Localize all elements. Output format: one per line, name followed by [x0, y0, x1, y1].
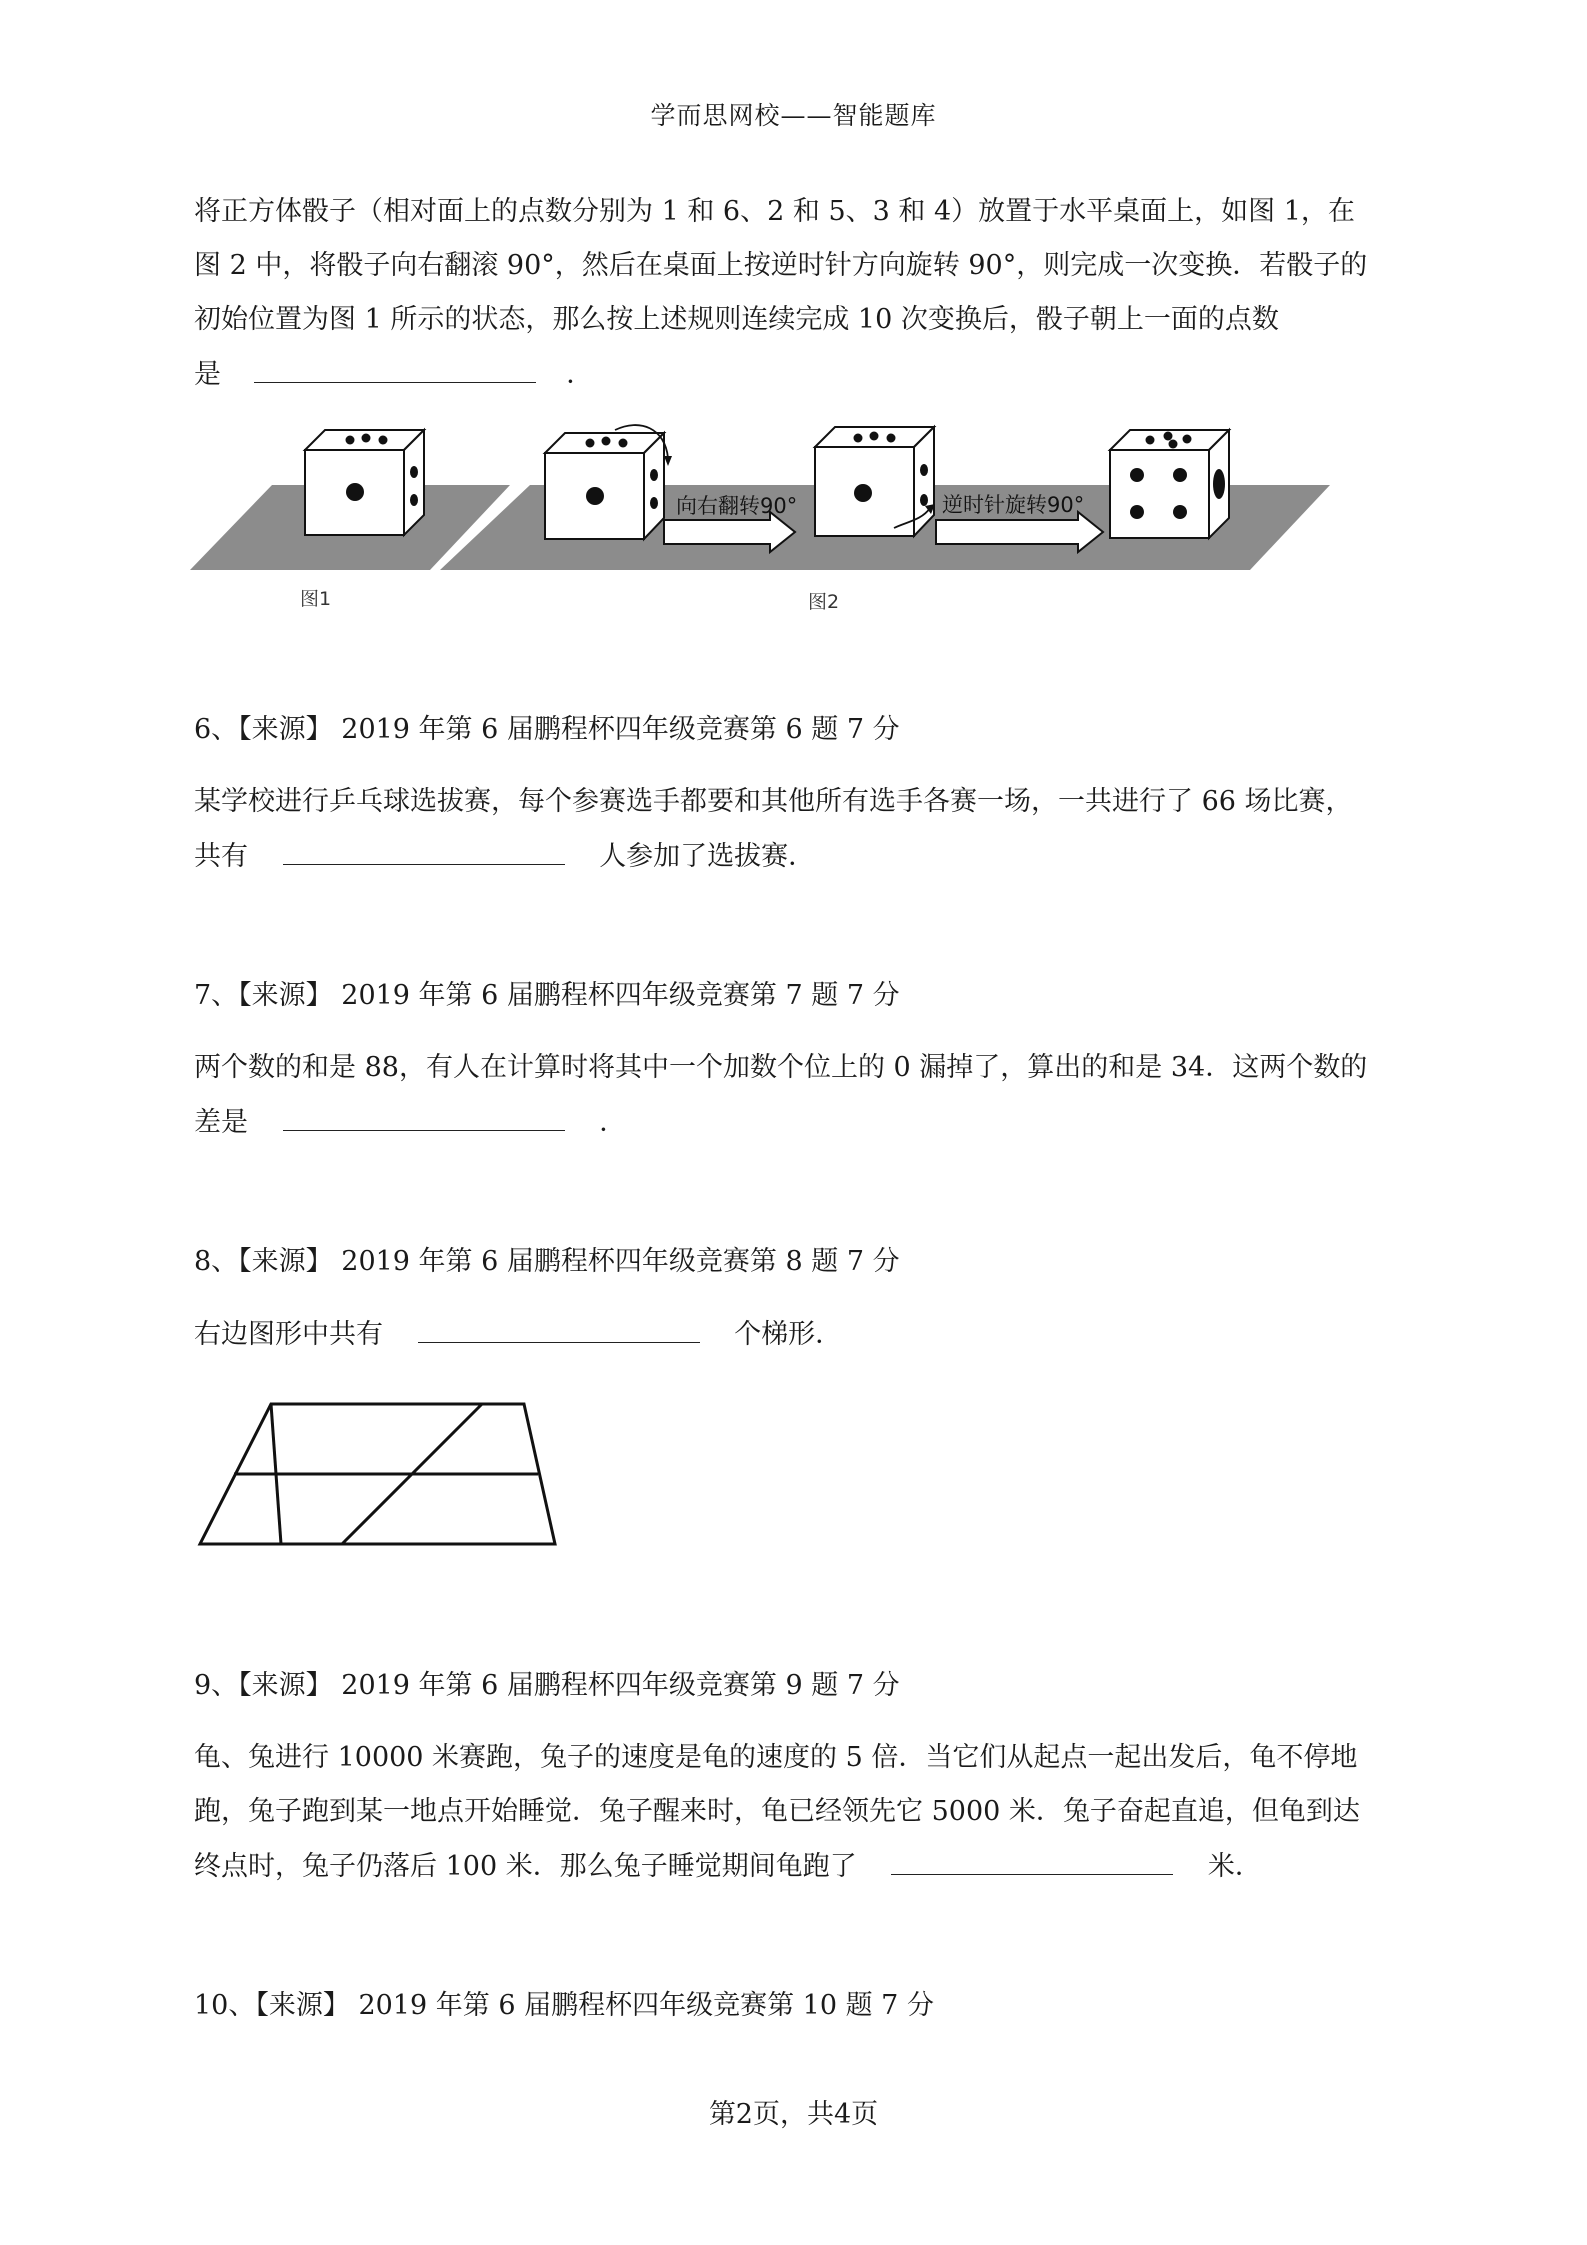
- q5-line-2: 图 2 中，将骰子向右翻滚 90°，然后在桌面上按逆时针方向旋转 90°，则完成一次变换．若骰子的: [194, 250, 1368, 281]
- die-fig2-end: [1110, 430, 1229, 538]
- q6-answer-line: [194, 836, 815, 877]
- q7-line-1: 两个数的和是 88，有人在计算时将其中一个加数个位上的 0 漏掉了，算出的和是 34．这两个数的: [194, 1052, 1368, 1083]
- q5-line-1: 将正方体骰子（相对面上的点数分别为 1 和 6、2 和 5、3 和 4）放置于水平桌面上，如图 1，在: [194, 196, 1355, 227]
- arrow2-label: 逆时针旋转90°: [942, 493, 1085, 517]
- q9-answer-line: [194, 1846, 1262, 1887]
- q8-answer-suffix: 个梯形．: [734, 1319, 843, 1350]
- dice-figure: [190, 420, 1340, 620]
- arrow1-label: 向右翻转90°: [676, 494, 798, 518]
- q6-answer-blank[interactable]: [283, 836, 565, 865]
- q7-answer-suffix: ．: [599, 1107, 627, 1138]
- fig2-label: 图2: [808, 591, 840, 613]
- q6-answer-prefix: 共有: [194, 841, 248, 872]
- q10-source: 10、【来源】 2019 年第 6 届鹏程杯四年级竞赛第 10 题 7 分: [194, 1990, 934, 2021]
- q6-source: 6、【来源】 2019 年第 6 届鹏程杯四年级竞赛第 6 题 7 分: [194, 714, 900, 745]
- q8-answer-blank[interactable]: [418, 1314, 700, 1343]
- q7-answer-prefix: 差是: [194, 1107, 248, 1138]
- fig1-label: 图1: [300, 588, 332, 610]
- q7-source: 7、【来源】 2019 年第 6 届鹏程杯四年级竞赛第 7 题 7 分: [194, 980, 900, 1011]
- q9-line-2: 跑，兔子跑到某一地点开始睡觉．兔子醒来时，龟已经领先它 5000 米．兔子奋起直追，但龟到达: [194, 1796, 1360, 1827]
- die-fig2-middle: [815, 427, 935, 536]
- q5-answer-prefix: 是: [194, 359, 221, 390]
- q5-line-3: 初始位置为图 1 所示的状态，那么按上述规则连续完成 10 次变换后，骰子朝上一面的点数: [194, 304, 1279, 335]
- die-fig2-start: [545, 425, 672, 539]
- page-header: 学而思网校——智能题库: [650, 101, 937, 130]
- q8-answer-line: [194, 1314, 842, 1355]
- q5-answer-suffix: ．: [566, 359, 594, 390]
- trapezoid-figure: [190, 1392, 570, 1552]
- q6-line-1: 某学校进行乒乓球选拔赛，每个参赛选手都要和其他所有选手各赛一场，一共进行了 66 场比赛，: [194, 786, 1353, 817]
- q8-answer-prefix: 右边图形中共有: [194, 1319, 383, 1350]
- q7-answer-blank[interactable]: [283, 1102, 565, 1131]
- q5-answer-line: [194, 354, 593, 395]
- q6-answer-suffix: 人参加了选拔赛．: [599, 841, 816, 872]
- q9-answer-prefix: 终点时，兔子仍落后 100 米．那么兔子睡觉期间龟跑了: [194, 1851, 857, 1882]
- q9-line-1: 龟、兔进行 10000 米赛跑，兔子的速度是龟的速度的 5 倍．当它们从起点一起出发后，龟不停地: [194, 1742, 1358, 1773]
- q9-answer-blank[interactable]: [891, 1846, 1173, 1875]
- die-fig1: [305, 430, 424, 535]
- q9-answer-suffix: 米．: [1207, 1851, 1262, 1882]
- q5-answer-blank[interactable]: [254, 354, 536, 383]
- q8-source: 8、【来源】 2019 年第 6 届鹏程杯四年级竞赛第 8 题 7 分: [194, 1246, 900, 1277]
- q9-source: 9、【来源】 2019 年第 6 届鹏程杯四年级竞赛第 9 题 7 分: [194, 1670, 900, 1701]
- q7-answer-line: [194, 1102, 626, 1143]
- page-footer: 第2页，共4页: [708, 2099, 879, 2130]
